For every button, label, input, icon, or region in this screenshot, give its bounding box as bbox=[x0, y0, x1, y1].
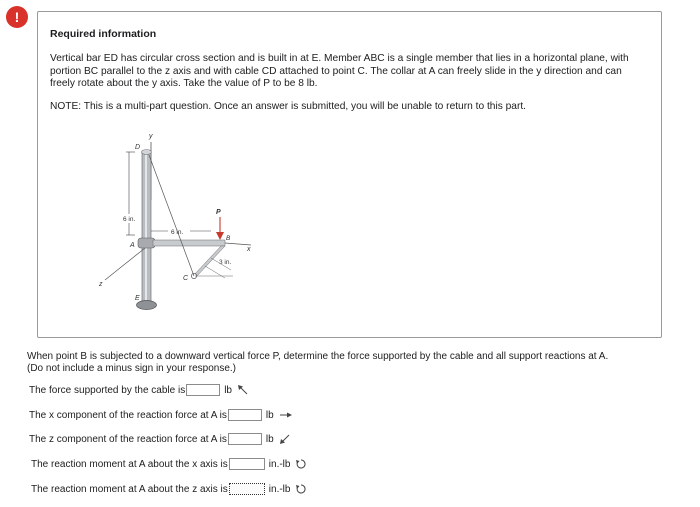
answer-row-mx bbox=[31, 457, 307, 471]
label-A: A bbox=[130, 242, 135, 249]
unit-label: lb bbox=[265, 409, 274, 421]
answer-label: The z component of the reaction force at A is bbox=[29, 433, 227, 445]
moment-mx-input[interactable] bbox=[229, 458, 265, 470]
unit-label: in.-lb bbox=[268, 458, 291, 470]
moment-icon bbox=[295, 458, 307, 470]
moment-icon bbox=[295, 483, 307, 495]
arrow-up-left-icon bbox=[237, 385, 249, 395]
label-dim-right: 3 in. bbox=[219, 259, 232, 266]
answer-row-ax bbox=[29, 408, 293, 422]
info-title: Required information bbox=[50, 28, 157, 40]
label-dim-mid: 6 in. bbox=[171, 229, 184, 236]
label-x: x bbox=[247, 246, 251, 253]
question-text bbox=[27, 351, 667, 375]
label-P: P bbox=[216, 209, 221, 216]
info-panel bbox=[37, 11, 662, 338]
reaction-ax-input[interactable] bbox=[228, 409, 262, 421]
answer-row-mz bbox=[31, 482, 307, 496]
label-D: D bbox=[135, 144, 141, 151]
info-note: NOTE: This is a multi-part question. Once an answer is submitted, you will be unable to return to this part. bbox=[50, 101, 527, 112]
cable-force-input[interactable] bbox=[186, 384, 220, 396]
reaction-az-input[interactable] bbox=[228, 433, 262, 445]
mechanism-figure bbox=[85, 130, 255, 320]
label-E: E bbox=[135, 295, 140, 302]
answer-label: The reaction moment at A about the z axis is bbox=[31, 483, 228, 495]
answer-row-cable-force bbox=[29, 383, 249, 397]
arrow-right-icon bbox=[279, 411, 293, 419]
alert-icon: ! bbox=[6, 6, 28, 28]
label-y: y bbox=[149, 133, 153, 140]
moment-mz-input[interactable] bbox=[229, 483, 265, 495]
label-B: B bbox=[226, 235, 231, 242]
answer-label: The reaction moment at A about the x axis is bbox=[31, 458, 228, 470]
answer-label: The force supported by the cable is bbox=[29, 384, 186, 396]
answer-row-az bbox=[29, 432, 291, 446]
info-body: Vertical bar ED has circular cross section and is built in at E. Member ABC is a single member that lies in a horizontal plane, with portion BC parallel to the z axis and with cable CD attached to point C. The collar at A can freely slide in the y direction and can freely rotate about the y axis. Take the value of P to be 8 lb. bbox=[50, 53, 629, 90]
question-line-2: (Do not include a minus sign in your response.) bbox=[27, 363, 236, 375]
arrow-down-left-icon bbox=[279, 434, 291, 444]
unit-label: in.-lb bbox=[268, 483, 291, 495]
unit-label: lb bbox=[265, 433, 274, 445]
unit-label: lb bbox=[224, 384, 232, 396]
label-C: C bbox=[183, 275, 189, 282]
question-line-1: When point B is subjected to a downward vertical force P, determine the force supported by the cable and all support reactions at A. bbox=[27, 351, 609, 362]
label-z: z bbox=[99, 281, 103, 288]
answer-label: The x component of the reaction force at A is bbox=[29, 409, 227, 421]
label-dim-left: 6 in. bbox=[123, 216, 136, 223]
